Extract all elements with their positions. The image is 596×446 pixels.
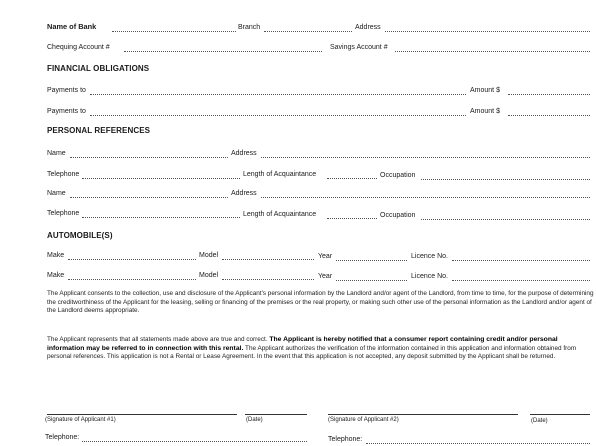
make-field-2[interactable] (68, 279, 196, 280)
amount-field-1[interactable] (508, 94, 590, 95)
personal-references-heading: PERSONAL REFERENCES (47, 126, 151, 135)
model-label-2: Model (199, 272, 219, 279)
amount-label-1: Amount $ (470, 87, 500, 94)
model-field-1[interactable] (222, 259, 314, 260)
reference-address-field-1[interactable] (261, 157, 590, 158)
bank-name-field[interactable] (112, 31, 236, 32)
reference-name-field-1[interactable] (70, 157, 228, 158)
year-field-2[interactable] (336, 280, 407, 281)
savings-account-label: Savings Account # (330, 44, 388, 51)
branch-field[interactable] (264, 31, 352, 32)
applicant-2-signature-line[interactable] (328, 414, 518, 415)
reference-telephone-field-1[interactable] (82, 178, 240, 179)
length-of-acquaintance-label-2: Length of Acquaintance (243, 211, 317, 218)
consent-paragraph: The Applicant consents to the collection, use and disclosure of the Applicant's personal information by the Landlord and/or agent of the Landlord, from time to time, for the purpose of determining the creditworthiness of the Applicant for the leasing, selling or financing of the premises or the real property, or making such other use of the personal information as the Landlord and/or agent of the Landlord deems appropriate. (47, 290, 594, 315)
bank-address-label: Address (355, 24, 381, 31)
year-label-1: Year (318, 253, 333, 260)
occupation-field-2[interactable] (421, 219, 590, 220)
model-label-1: Model (199, 252, 219, 259)
bank-name-label: Name of Bank (47, 22, 97, 31)
licence-no-field-2[interactable] (452, 280, 590, 281)
length-of-acquaintance-field-1[interactable] (327, 178, 377, 179)
applicant-1-telephone-label: Telephone: (45, 434, 80, 441)
consumer-report-notice: The Applicant is hereby notified that a consumer report containing credit and/or personal information may be referred to in connection with this rental. (47, 336, 558, 352)
licence-no-label-2: Licence No. (411, 273, 448, 280)
reference-address-label-2: Address (231, 190, 257, 197)
representation-paragraph (47, 336, 595, 362)
licence-no-label-1: Licence No. (411, 253, 448, 260)
applicant-1-telephone-field[interactable] (82, 441, 307, 442)
chequing-account-field[interactable] (124, 51, 322, 52)
model-field-2[interactable] (222, 279, 314, 280)
occupation-field-1[interactable] (421, 179, 590, 180)
occupation-label-2: Occupation (380, 212, 416, 219)
applicant-1-date-label: (Date) (246, 417, 263, 423)
reference-telephone-label-1: Telephone (47, 171, 80, 178)
reference-name-label-2: Name (47, 190, 66, 197)
licence-no-field-1[interactable] (452, 260, 590, 261)
reference-address-field-2[interactable] (261, 197, 590, 198)
automobiles-heading: AUTOMOBILE(S) (47, 231, 113, 240)
reference-address-label-1: Address (231, 150, 257, 157)
year-label-2: Year (318, 273, 333, 280)
payments-to-field-2[interactable] (90, 115, 466, 116)
savings-account-field[interactable] (395, 51, 590, 52)
applicant-2-telephone-label: Telephone: (328, 436, 363, 443)
length-of-acquaintance-label-1: Length of Acquaintance (243, 171, 317, 178)
representation-lead-text: The Applicant represents that all statements made above are true and correct. (47, 336, 270, 343)
payments-to-label-2: Payments to (47, 108, 86, 115)
payments-to-label-1: Payments to (47, 87, 86, 94)
applicant-1-signature-line[interactable] (47, 414, 237, 415)
applicant-1-date-line[interactable] (245, 414, 307, 415)
occupation-label-1: Occupation (380, 172, 416, 179)
reference-name-label-1: Name (47, 150, 66, 157)
make-label-2: Make (47, 272, 65, 279)
reference-name-field-2[interactable] (70, 197, 228, 198)
applicant-2-date-label: (Date) (531, 418, 548, 424)
applicant-2-signature-label: (Signature of Applicant #2) (328, 417, 399, 423)
reference-telephone-label-2: Telephone (47, 210, 80, 217)
branch-label: Branch (238, 24, 261, 31)
make-field-1[interactable] (68, 259, 196, 260)
representation-tail-text: The Applicant authorizes the verification of the information contained in this application and information obtained from personal references. This application is not a Rental or Lease Agreement. In the event that this application is not accepted, any deposit submitted by the Applicant shall be returned. (47, 344, 577, 361)
amount-field-2[interactable] (508, 115, 590, 116)
year-field-1[interactable] (336, 260, 407, 261)
financial-obligations-heading: FINANCIAL OBLIGATIONS (47, 64, 150, 73)
amount-label-2: Amount $ (470, 108, 500, 115)
make-label-1: Make (47, 252, 65, 259)
applicant-2-date-line[interactable] (530, 414, 590, 415)
length-of-acquaintance-field-2[interactable] (327, 218, 377, 219)
chequing-account-label: Chequing Account # (47, 44, 110, 51)
applicant-1-signature-label: (Signature of Applicant #1) (45, 417, 116, 423)
reference-telephone-field-2[interactable] (82, 217, 240, 218)
applicant-2-telephone-field[interactable] (366, 443, 590, 444)
bank-address-field[interactable] (385, 31, 590, 32)
payments-to-field-1[interactable] (90, 94, 466, 95)
